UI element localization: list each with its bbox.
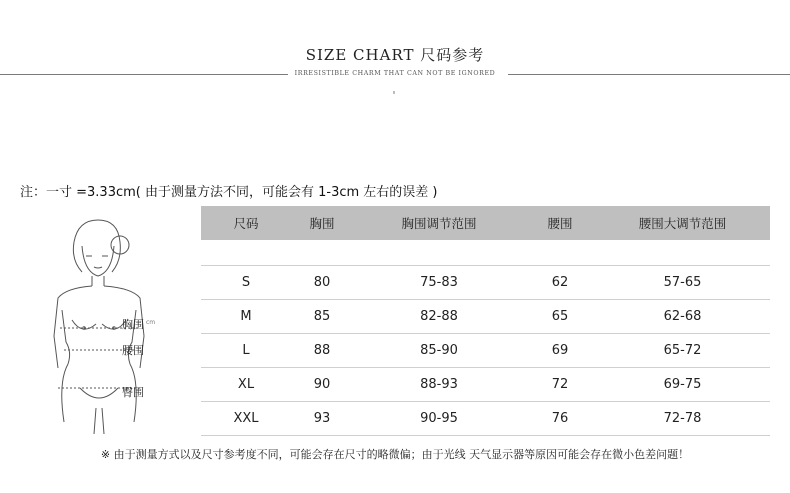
header-waist-range: 腰围大调节范围	[595, 206, 770, 240]
cell-chest-range: 90-95	[353, 402, 525, 436]
cell-waist: 62	[525, 266, 595, 300]
cell-size: XL	[201, 368, 291, 402]
cell-chest: 90	[291, 368, 353, 402]
body-figure	[36, 212, 166, 434]
cell-waist: 69	[525, 334, 595, 368]
cell-chest-range: 88-93	[353, 368, 525, 402]
header-size: 尺码	[201, 206, 291, 240]
hip-label: 臀围	[122, 386, 144, 399]
size-table	[201, 206, 770, 436]
cell-chest: 80	[291, 266, 353, 300]
cell-waist-range: 65-72	[595, 334, 770, 368]
cell-waist-range: 69-75	[595, 368, 770, 402]
chest-unit-label: cm	[146, 319, 156, 326]
header-title: SIZE CHART 尺码参考	[305, 46, 485, 64]
cell-chest: 85	[291, 300, 353, 334]
waist-label: 腰围	[122, 344, 144, 357]
cell-size: XXL	[201, 402, 291, 436]
header-chest-range: 胸围调节范围	[353, 206, 525, 240]
decorative-dot	[393, 91, 395, 94]
cell-waist-range: 72-78	[595, 402, 770, 436]
cell-chest-range: 85-90	[353, 334, 525, 368]
cell-size: M	[201, 300, 291, 334]
table-row	[201, 368, 770, 402]
cell-waist: 65	[525, 300, 595, 334]
size-table-header-row	[201, 206, 770, 240]
table-row	[201, 266, 770, 300]
cell-chest-range: 75-83	[353, 266, 525, 300]
table-spacer-row	[201, 240, 770, 266]
header-chest: 胸围	[291, 206, 353, 240]
cell-waist: 72	[525, 368, 595, 402]
header-waist: 腰围	[525, 206, 595, 240]
cell-chest: 93	[291, 402, 353, 436]
table-row	[201, 300, 770, 334]
cell-chest-range: 82-88	[353, 300, 525, 334]
measurement-note: 注：一寸 =3.33cm( 由于测量方法不同，可能会有 1-3cm 左右的误差 )	[20, 185, 438, 200]
cell-size: L	[201, 334, 291, 368]
footnote: ※ 由于测量方式以及尺寸参考度不同，可能会存在尺寸的略微偏；由于光线 天气显示器等原因可能会存在微小色差问题！	[100, 448, 690, 461]
cell-waist: 76	[525, 402, 595, 436]
table-row	[201, 402, 770, 436]
chest-label: 胸围	[122, 318, 144, 331]
cell-chest: 88	[291, 334, 353, 368]
cell-size: S	[201, 266, 291, 300]
header-subtitle: IRRESISTIBLE CHARM THAT CAN NOT BE IGNORED	[294, 70, 496, 77]
cell-waist-range: 57-65	[595, 266, 770, 300]
table-row	[201, 334, 770, 368]
cell-waist-range: 62-68	[595, 300, 770, 334]
